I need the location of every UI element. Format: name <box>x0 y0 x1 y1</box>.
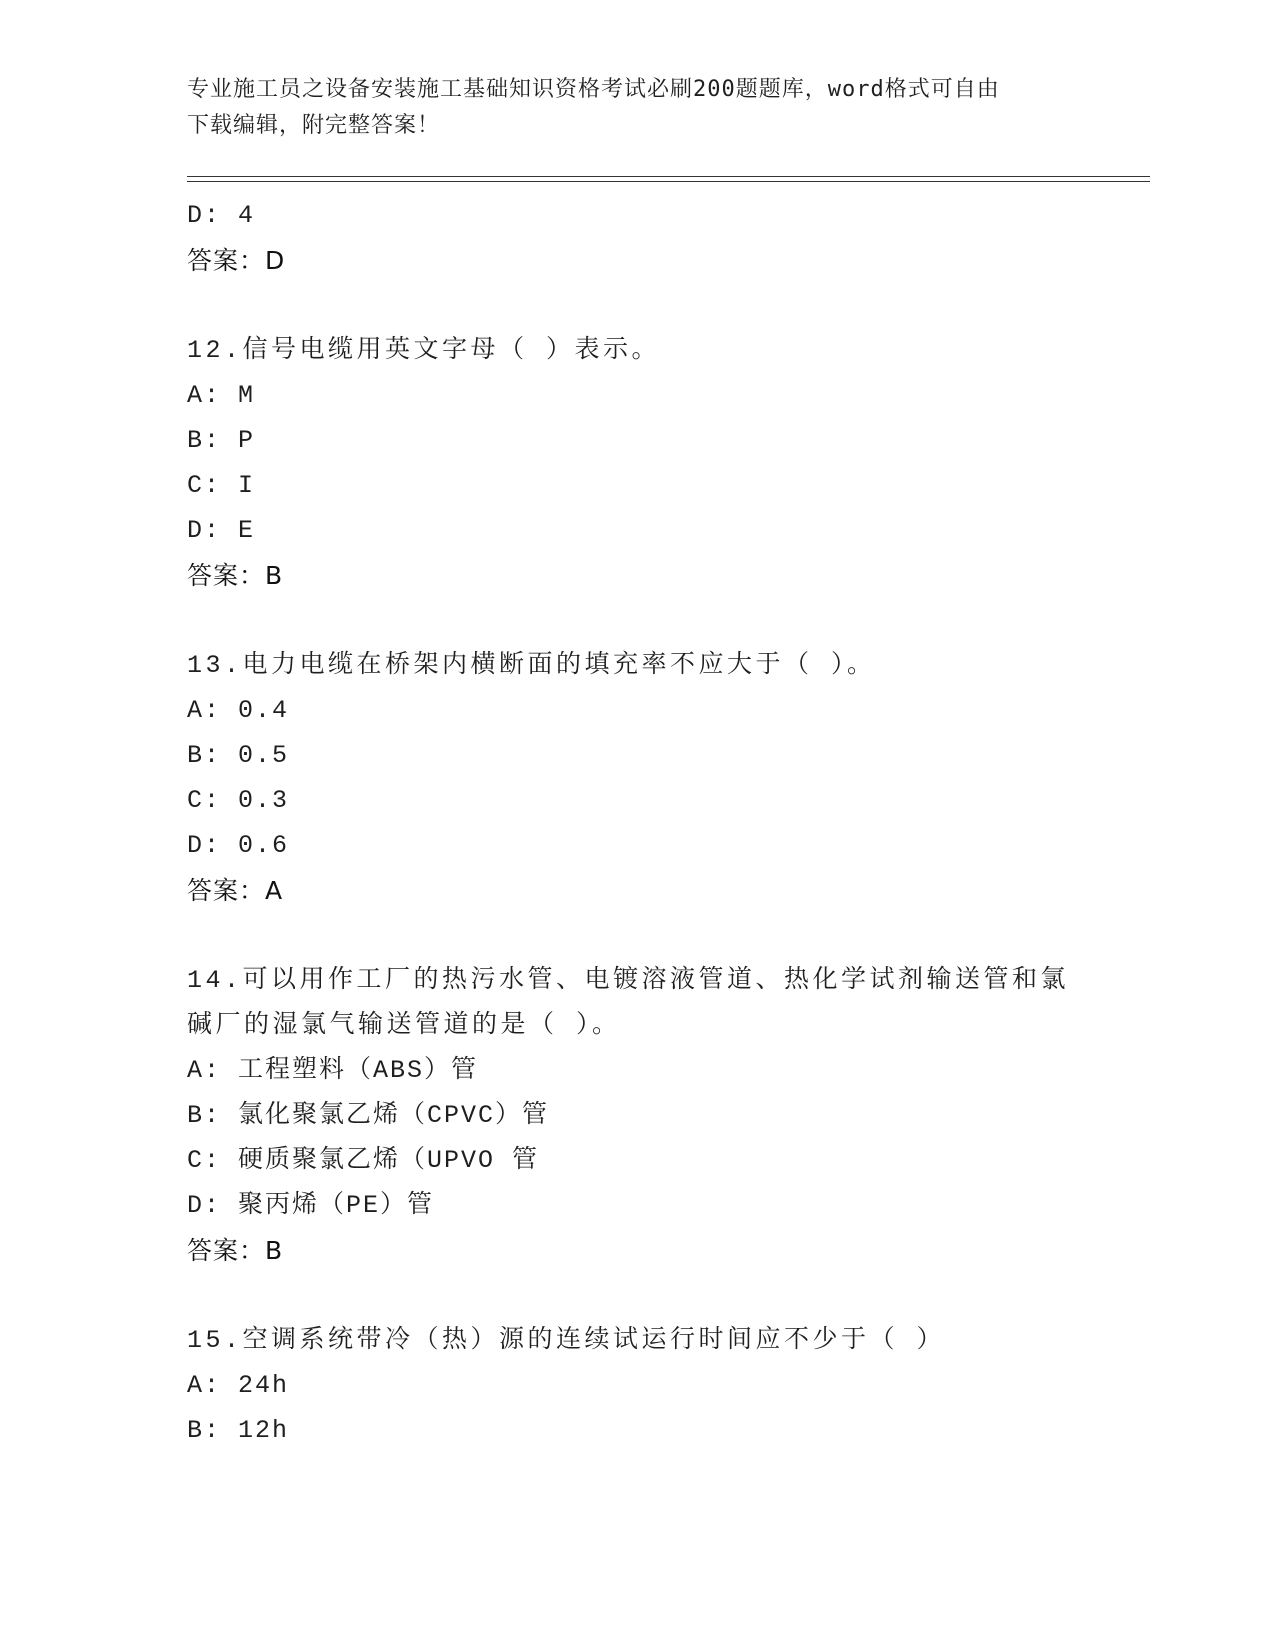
question-stem-continued: 碱厂的湿氯气输送管道的是（ ）。 <box>187 1011 621 1040</box>
option-a: A: M <box>187 381 256 410</box>
option-d: D: 4 <box>187 201 256 230</box>
answer-line: 答案：B <box>187 561 284 590</box>
answer-line: 答案：D <box>187 246 286 275</box>
header-line-2: 下载编辑，附完整答案！ <box>187 113 441 138</box>
option-b: B: P <box>187 426 256 455</box>
spacer <box>187 598 1087 643</box>
question-stem: 14.可以用作工厂的热污水管、电镀溶液管道、热化学试剂输送管和氯 <box>187 966 1070 995</box>
option-d: D: 0.6 <box>187 831 290 860</box>
header-divider-bottom <box>187 181 1150 182</box>
option-d: D: 聚丙烯（PE）管 <box>187 1191 435 1220</box>
document-header <box>187 72 1067 144</box>
option-a: A: 24h <box>187 1371 290 1400</box>
option-d: D: E <box>187 516 256 545</box>
option-c: C: I <box>187 471 256 500</box>
spacer <box>187 283 1087 328</box>
option-a: A: 0.4 <box>187 696 290 725</box>
option-c: C: 0.3 <box>187 786 290 815</box>
answer-line: 答案：B <box>187 1236 284 1265</box>
header-divider-top <box>187 176 1150 177</box>
answer-line: 答案：A <box>187 876 284 905</box>
option-b: B: 12h <box>187 1416 290 1445</box>
spacer <box>187 913 1087 958</box>
question-stem: 12.信号电缆用英文字母（ ）表示。 <box>187 336 661 365</box>
option-c: C: 硬质聚氯乙烯（UPVO 管 <box>187 1146 540 1175</box>
header-line-1: 专业施工员之设备安装施工基础知识资格考试必刷200题题库，word格式可自由 <box>187 77 1000 102</box>
question-stem: 15.空调系统带冷（热）源的连续试运行时间应不少于（ ） <box>187 1326 946 1355</box>
question-list <box>187 193 1087 1453</box>
option-b: B: 氯化聚氯乙烯（CPVC）管 <box>187 1101 550 1130</box>
option-a: A: 工程塑料（ABS）管 <box>187 1056 479 1085</box>
option-b: B: 0.5 <box>187 741 290 770</box>
question-stem: 13.电力电缆在桥架内横断面的填充率不应大于（ ）。 <box>187 651 876 680</box>
spacer <box>187 1273 1087 1318</box>
